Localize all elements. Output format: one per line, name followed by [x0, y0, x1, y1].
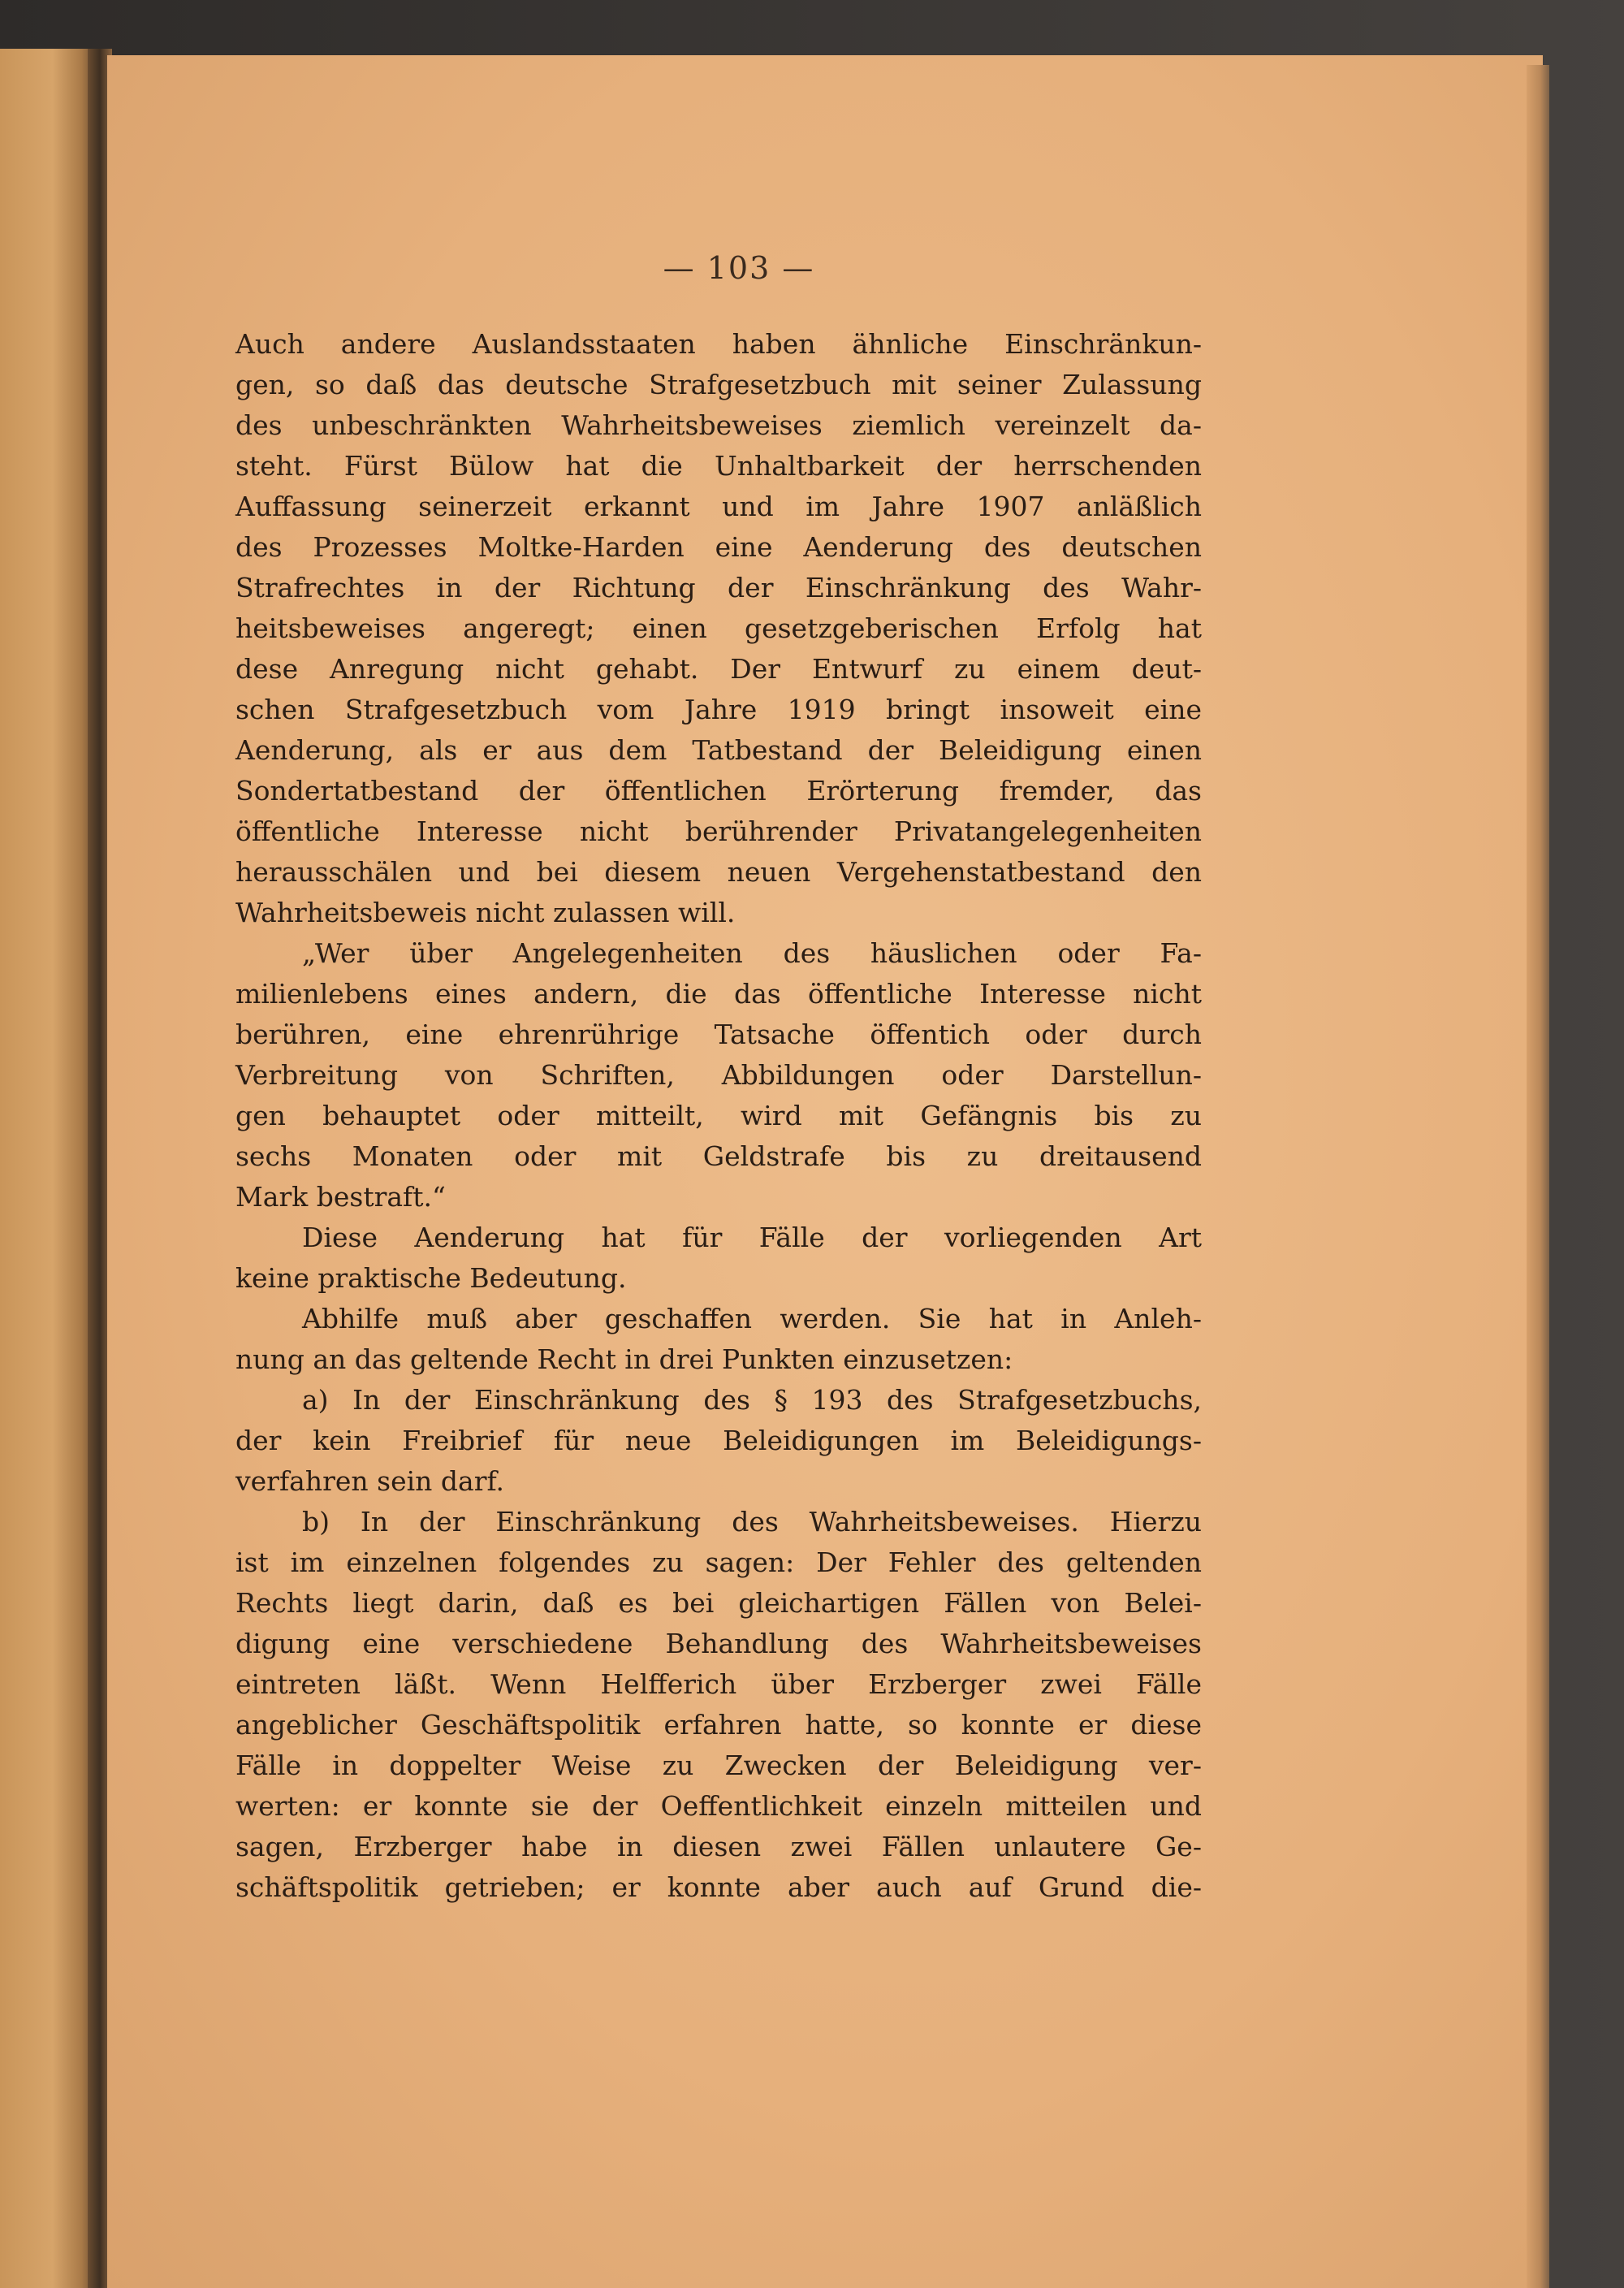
- text-line: schen Strafgesetzbuch vom Jahre 1919 bringt insoweit eine: [235, 694, 1202, 725]
- quote-line: gen behauptet oder mitteilt, wird mit Gefängnis bis zu: [235, 1100, 1202, 1131]
- list-item-a: a) In der Einschränkung des § 193 des Strafgesetzbuchs,: [302, 1384, 1202, 1416]
- list-item-b: b) In der Einschränkung des Wahrheitsbeweises. Hierzu: [302, 1506, 1202, 1538]
- page-number: — 103 —: [663, 250, 815, 286]
- text-line: dese Anregung nicht gehabt. Der Entwurf zu einem deut-: [235, 653, 1202, 685]
- text-line: digung eine verschiedene Behandlung des Wahrheitsbeweises: [235, 1628, 1202, 1659]
- quote-line: „Wer über Angelegenheiten des häuslichen oder Fa-: [302, 937, 1202, 969]
- left-page-edge: [0, 49, 96, 2288]
- text-line: gen, so daß das deutsche Strafgesetzbuch mit seiner Zulassung: [235, 369, 1202, 400]
- text-line: schäftspolitik getrieben; er konnte aber auch auf Grund die-: [235, 1871, 1202, 1903]
- text-line: des unbeschränkten Wahrheitsbeweises ziemlich vereinzelt da-: [235, 409, 1202, 441]
- text-line: verfahren sein darf.: [235, 1465, 504, 1497]
- text-line: herausschälen und bei diesem neuen Vergehenstatbestand den: [235, 856, 1202, 888]
- text-line: Auffassung seinerzeit erkannt und im Jahre 1907 anläßlich: [235, 491, 1202, 522]
- quote-line: milienlebens eines andern, die das öffentliche Interesse nicht: [235, 978, 1202, 1010]
- text-line: Aenderung, als er aus dem Tatbestand der Beleidigung einen: [235, 734, 1202, 766]
- quote-line: Verbreitung von Schriften, Abbildungen oder Darstellun-: [235, 1059, 1202, 1091]
- quote-line: sechs Monaten oder mit Geldstrafe bis zu dreitausend: [235, 1140, 1202, 1172]
- text-line: Diese Aenderung hat für Fälle der vorliegenden Art: [302, 1222, 1202, 1253]
- text-line: Sondertatbestand der öffentlichen Erörterung fremder, das: [235, 775, 1202, 807]
- text-line: nung an das geltende Recht in drei Punkten einzusetzen:: [235, 1343, 1013, 1375]
- text-line: Auch andere Auslandsstaaten haben ähnliche Einschränkun-: [235, 328, 1202, 360]
- text-line: werten: er konnte sie der Oeffentlichkeit einzeln mitteilen und: [235, 1790, 1202, 1822]
- text-line: des Prozesses Moltke-Harden eine Aenderung des deutschen: [235, 531, 1202, 563]
- text-line: Wahrheitsbeweis nicht zulassen will.: [235, 897, 736, 928]
- text-line: Rechts liegt darin, daß es bei gleichartigen Fällen von Belei-: [235, 1587, 1202, 1619]
- quote-line: berühren, eine ehrenrührige Tatsache öffentich oder durch: [235, 1019, 1202, 1050]
- text-line: keine praktische Bedeutung.: [235, 1262, 627, 1294]
- text-line: Abhilfe muß aber geschaffen werden. Sie hat in Anleh-: [302, 1303, 1202, 1334]
- text-line: angeblicher Geschäftspolitik erfahren hatte, so konnte er diese: [235, 1709, 1202, 1741]
- text-line: ist im einzelnen folgendes zu sagen: Der Fehler des geltenden: [235, 1546, 1202, 1578]
- text-line: heitsbeweises angeregt; einen gesetzgeberischen Erfolg hat: [235, 612, 1202, 644]
- text-line: eintreten läßt. Wenn Helfferich über Erzberger zwei Fälle: [235, 1668, 1202, 1700]
- quote-line: Mark bestraft.“: [235, 1181, 446, 1213]
- page-stack-edge: [1527, 65, 1549, 2288]
- text-line: sagen, Erzberger habe in diesen zwei Fällen unlautere Ge-: [235, 1831, 1202, 1862]
- text-line: Strafrechtes in der Richtung der Einschränkung des Wahr-: [235, 572, 1202, 603]
- text-line: öffentliche Interesse nicht berührender Privatangelegenheiten: [235, 815, 1202, 847]
- text-line: steht. Fürst Bülow hat die Unhaltbarkeit der herrschenden: [235, 450, 1202, 482]
- text-line: Fälle in doppelter Weise zu Zwecken der Beleidigung ver-: [235, 1750, 1202, 1781]
- text-line: der kein Freibrief für neue Beleidigungen im Beleidigungs-: [235, 1425, 1202, 1456]
